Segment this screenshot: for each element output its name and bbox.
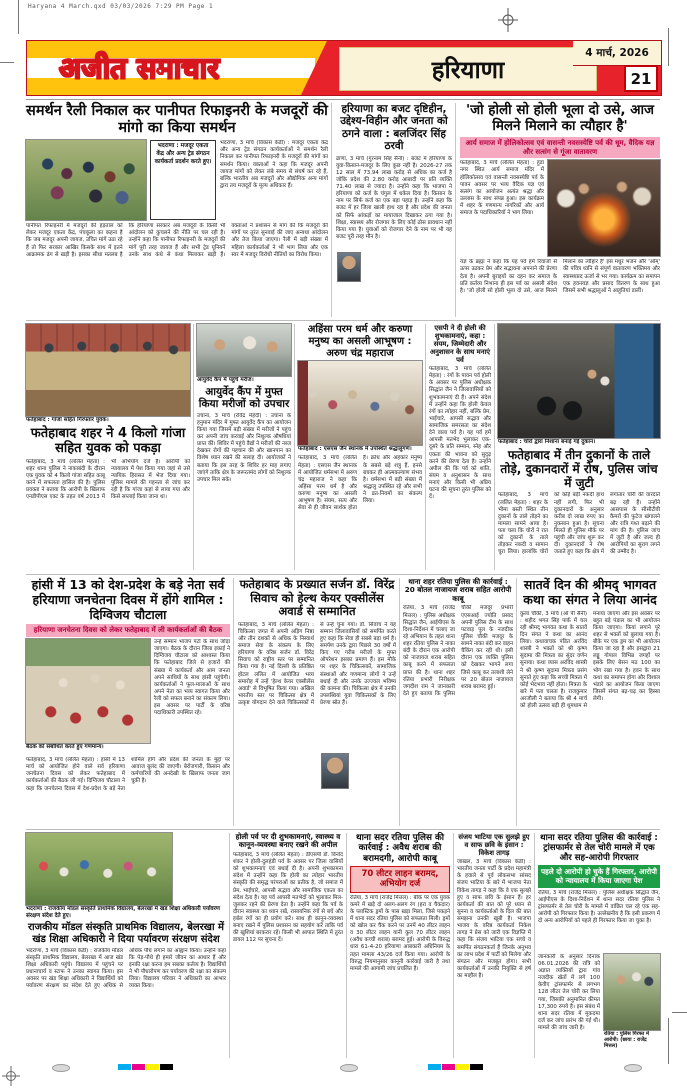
photo-speaker-portrait	[338, 253, 360, 281]
registration-crosshair-icon	[2, 1066, 20, 1089]
article-body: फतेहाबाद, 3 मार्च (ललित मेहता) : शहर थाना पुलिस ने नाकाबंदी के दौरान एक युवक को 4 किलो गांजा सहित काबू करने में सफलता हासिल की है। पुलिस प्रवक्ता ने बताया कि आरोपी के खिलाफ एनडीपीएस एक्ट के तहत वर्ष 2013 में भी अभियोग दर्ज है। आरोपी को न्यायालय में पेश किया गया जहां से उसे न्यायिक हिरासत में भेज दिया गया। पुलिस मामले की गहनता से जांच कर रही है कि गांजा कहां से लाया गया और किसे सप्लाई किया जाना था।	[26, 458, 190, 501]
headline: थाना शहर रतिया पुलिस की कार्रवाई : 20 बोतल नाजायज शराब सहित आरोपी काबू	[404, 577, 512, 603]
registration-crosshair-icon	[498, 8, 518, 36]
subheadline-red: 70 लीटर लाहन बरामद, अभियोग दर्ज	[350, 866, 450, 892]
article-shop-locks-broken	[498, 324, 660, 570]
photo-caption: भदराणा : राजकीय मॉडल संस्कृति प्राथमिक विद्यालय, बेलरखा में खंड शिक्षा अधिकारी पर्यावरण संरक्षण संदेश देते हुए।	[26, 906, 220, 919]
photo-police-with-accused	[26, 324, 190, 416]
photo-caption: आयुर्वेद कैंप में पहुंचे मरीज।	[197, 377, 254, 383]
headline: फतेहाबाद शहर ने 4 किलो गांजा सहित युवक को पकड़ा	[30, 425, 186, 457]
section-banner	[339, 47, 597, 91]
photo-caption-box: भदराणा : मजदूर एकता केंद्र और अन्य ट्रेड संगठन कार्यकर्ता प्रदर्शन करते हुए।	[150, 140, 216, 220]
article-body: भदराणा, 3 मार्च (विकास केडी) : मजदूर एकता केंद्र और अन्य ट्रेड संगठन कार्यकर्ताओं ने समर्थन रैली निकाल कर पानीपत रिफाइनरी के मजदूरों की मांगों का समर्थन किया। वक्ताओं ने कहा कि मजदूर अपनी जायज मांगों को लेकर लंबे समय से संघर्ष कर रहे हैं, बल्कि भारतीय अब मजदूरों और औद्योगिक अन्य मांगों द्वारा तय मजदूरों के मूल्य अधिकार हैं।	[220, 140, 328, 189]
ellipse-registration-icon	[52, 1064, 70, 1072]
crop-mark	[668, 1018, 669, 1064]
column-rule	[331, 103, 332, 317]
article-body: फतेहाबाद, 3 मार्च (ललित मेहता) : रंगों के पावन पर्व होली के अवसर पर पुलिस अधीक्षक सिद्धांत जैन ने जिलावासियों को शुभकामनाएं दी हैं। अपने संदेश में उन्होंने कहा कि होली केवल रंगों का त्योहार नहीं, बल्कि प्रेम, भाईचारे, आपसी सद्भाव और सामाजिक समरसता का संदेश देने वाला पर्व है। यह पर्व हमें आपसी मतभेद भुलाकर एक-दूसरे के प्रति सम्मान, स्नेह और एकता की भावना को सुदृढ़ करने की प्रेरणा देता है। उन्होंने अपील की कि पर्व को शांति, संयम व अनुशासन के साथ मनाएं और किसी भी अप्रिय घटना की सूचना तुरंत पुलिस को दें।	[429, 366, 491, 501]
article-body: उन्हें सम्मान भाजप पटों के साथ जोड़ा जाएगा। बैठक के दौरान जिला इकाई ने दिग्विजय चौटाला को आश्वस्त किया कि फतेहाबाद जिले से हजारों की संख्या में कार्यकर्ता और आम जनता अपने साथियों के साथ हांसी पहुंचेगी। कार्यकर्ताओं ने फूल-मालाओं के साथ अपने नेता का भव्य स्वागत किया और रैली को सफल बनाने का संकल्प लिया। इस अवसर पर पार्टी के वरिष्ठ पदाधिकारी उपस्थित रहे।	[154, 639, 230, 717]
headline: होली पर्व पर दी शुभकामनाएं, स्वास्थ्य व कानून-व्यवस्था बनाए रखने की अपील	[235, 832, 341, 850]
subheadline-green: पहले दो आरोपी हो चुके हैं गिरफ्तार, आरोपी को न्यायालय में किया जाएगा पेश	[538, 865, 660, 888]
article-body: जाखल, 3 मार्च (विकास केडी) : भारतीय जनता पार्टी के प्रदेश महामंत्री के हवाले से पूर्व लोकसभा सांसद संजय भाटिया के बारे में भाजपा नेता विकेश तागड़ ने कहा कि वे एक सुलझे हुए व साफ छवि के इंसान हैं। हर कार्यकर्ता की बात को पूरे ध्यान से सुनना व कार्यकर्ताओं के दिल की बात समझना उनकी खूबी है। भाजपा भाजय के वरिष्ठ कार्यकर्ता निकेश तागड़ ने प्रेस को जारी एक विज्ञप्ति में कहा कि संजय भाटिया एक सच्चे व समर्पित संगठनकर्ता हैं जिनके अनुभव का लाभ प्रदेश में पार्टी को मिलेगा और संगठन और मजबूत होगा। सभी कार्यकर्ताओं में उनकी नियुक्ति से हर्ष का माहौल है।	[457, 859, 531, 980]
article-body: फतेहाबाद, 3 मार्च (ललित मेहता) : हुडा नगर स्थित आर्य समाज मंदिर में होलिकोत्सव एवं वासन्ती नवसस्येष्टि पर्व के पावन अवसर पर भव्य वैदिक यज्ञ एवं सत्संग का आयोजन अत्यंत श्रद्धा और उल्लास के साथ संपन्न हुआ। इस कार्यक्रम में शहर के गणमान्य नागरिकों और आर्य समाज के पदाधिकारियों ने भाग लिया।	[460, 160, 544, 217]
photo-rally-crowd	[26, 140, 146, 220]
cmyk-color-bar-icon	[118, 1064, 173, 1070]
column-rule	[233, 578, 234, 826]
photo-caption: बैठक को संबोधित करते हुए गणमान्य।	[26, 744, 104, 750]
headline: सातवें दिन की श्रीमद् भागवत कथा का संगत ने लिया आनंद	[523, 577, 657, 607]
headline: राजकीय मॉडल संस्कृति प्राथमिक विद्यालय, बेलरखा में खंड शिक्षा अधिकारी ने दिया पर्यावरण संरक्षण संदेश	[27, 921, 225, 945]
photo-havan-yajna	[548, 160, 660, 256]
article-body: फतेहाबाद, 3 मार्च (ललित मेहता) : शहर के भीमा बस्ती स्थित तीन दुकानों के ताले तोड़ने का मामला सामने आया है। पता चला कि चोरों ने रात को दुकानों के ताले तोड़कर नकदी व सामान चुरा लिया। हालांकि चोरों को कोई बड़ी नकदी हाथ नहीं लगी, फिर भी दुकानदारों के अनुसार करीब दो लाख रुपए का नुकसान हुआ है। सूचना मिलते ही पुलिस मौके पर पहुंची और जांच शुरू कर दी। दुकानदारों ने रोष जताते हुए कहा कि क्षेत्र में लगातार चोरी की वारदातें बढ़ रही हैं। उन्होंने आसपास के सीसीटीवी कैमरों की फुटेज खंगालने और रात्रि गश्त बढ़ाने की मांग की है। पुलिस जांच में जुटी है और जल्द ही आरोपियों का सुराग लगने की उम्मीद है।	[498, 492, 660, 556]
article-body: पानीपत रिफाइनरी में मजदूरों की हड़ताल को लेकर मजदूर एकता केंद्र, पंचकूला का कहना है कि जब मजदूर अपनी जायज, उचित मांगें उठा रहे हैं तो फिर सरकार आखिर किसके साथ में इतने आक्रामक ढंग से खड़ी है। इसका सीधा मतलब है कि हरियाणा सरकार अब मजदूरों के किसी भी आंदोलन को कुचलने की नीति पर चल रही है। उन्होंने कहा कि पानीपत रिफाइनरी के मजदूरों की मांगें पूरी तरह जायज हैं और सभी ट्रेड यूनियनें उनके साथ कंधे से कंधा मिलाकर खड़ी हैं। वक्ताओं ने प्रशासन से मांग की कि मजदूरों की मांगों पर तुरंत सुनवाई की जाए अन्यथा आंदोलन और तेज किया जाएगा। रैली में बड़ी संख्या में महिला कार्यकर्ताओं ने भी भाग लिया और एक स्वर में मजदूर विरोधी नीतियों का विरोध किया।	[26, 223, 328, 258]
ellipse-registration-icon	[340, 1064, 358, 1072]
photo-school-children	[26, 833, 172, 905]
headline: थाना सदर रतिया पुलिस की कार्रवाई : अवैध शराब की बरामदगी, आरोपी काबू	[355, 833, 445, 864]
headline: हरियाणा का बजट दृष्टिहीन, उद्देश्य-विहीन और जनता को ठगने वाला : बलजिंदर सिंह ठरवी	[340, 103, 448, 153]
print-file-line: Haryana 4 March.qxd 03/03/2026 7:29 PM Page 1	[28, 3, 214, 10]
headline: एसपी ने दी होली की शुभकामनाएं, कहा : संयम, जिम्मेदारी और अनुशासन के साथ मनाएं पर्व	[429, 324, 491, 365]
page-number: 21	[624, 65, 658, 92]
article-ahinsa-dharma	[298, 324, 422, 570]
article-body: भदराणा, 3 मार्च (विकास केडी) : राजकीय मॉडल संस्कृति प्राथमिक विद्यालय, बेलरखा में आज खंड शिक्षा अधिकारी पहुंचे। विद्यालय में पहुंचने पर प्रधानाचार्य व स्टाफ ने उनका स्वागत किया। इस अवसर पर खंड शिक्षा अधिकारी ने विद्यार्थियों को पर्यावरण संरक्षण का संदेश देते हुए अधिक से अधिक पौधे लगाने का आह्वान किया। उन्होंने कहा कि पेड़-पौधे ही हमारे जीवन का आधार हैं और इनकी रक्षा करना हम सबका कर्तव्य है। विद्यार्थियों ने भी पौधारोपण कर पर्यावरण की रक्षा का संकल्प लिया। विद्यालय परिवार ने अधिकारी का आभार व्यक्त किया।	[26, 947, 226, 990]
headline: फतेहाबाद में तीन दुकानों के ताले तोड़े, दुकानदारों में रोष, पुलिस जांच में जुटी	[500, 447, 658, 491]
headline: समर्थन रैली निकाल कर पानीपत रिफाइनरी के मजदूरों की मांगो का किया समर्थन	[26, 103, 328, 137]
date-page-box	[573, 41, 661, 95]
rule	[26, 99, 660, 100]
headline: थाना सदर रतिया पुलिस की कार्रवाई : ट्रांसफार्मर से तेल चोरी मामले में एक और सह-आरोपी गिरफ्तार	[540, 833, 658, 864]
photo-doctor-portrait	[322, 754, 348, 788]
headline: फतेहाबाद के प्रख्यात सर्जन डॉ. विरेंद्र सिवाच को हेल्थ केयर एक्सीलेंस अवार्ड से सम्मानित	[239, 577, 395, 619]
article-liquor-20-bottles	[403, 578, 513, 826]
photo-accused-in-custody	[604, 954, 660, 1030]
article-body: उचाना, 3 मार्च (रविंद्र मेहंदी) : उचाना के हनुमान मंदिर में मुफ्त आयुर्वेद कैंप का आयोजन किया गया जिसमें बड़ी संख्या में मरीजों ने पहुंच कर अपनी जांच करवाई और निशुल्क औषधियां प्राप्त कीं। शिविर में पहुंचे वैद्यों ने मरीजों की नब्ज देखकर रोगों की पहचान की और खानपान का विशेष ध्यान रखने की सलाह दी। आयोजकों ने बताया कि इस तरह के शिविर हर माह लगाए जाएंगे ताकि क्षेत्र के जरूरतमंद लोगों को निशुल्क उपचार मिल सके।	[197, 412, 291, 483]
article-surgeon-award	[238, 578, 396, 826]
column-rule	[516, 578, 517, 826]
column-rule	[534, 833, 535, 1058]
article-transformer-oil-theft	[538, 833, 660, 1058]
column-rule	[494, 324, 495, 570]
photo-workers-meeting	[26, 639, 150, 743]
article-body: फतेहाबाद, 3 मार्च (ललित मेहता) : हांसी में 13 मार्च को आयोजित होने वाले सर्व हरियाणा जनचेतना दिवस को लेकर फतेहाबाद में कार्यकर्ताओं की बैठक ली गई। दिग्विजय चौटाला ने कहा कि जनचेतना दिवस में देश-प्रदेश के बड़े नेता शामिल होंगे और प्रदेश की जनता के मुद्दों पर आवाज बुलंद की जाएगी। बेरोजगारी, किसान और कर्मचारियों की अनदेखी के खिलाफ जनता जाग चुकी है।	[26, 757, 230, 792]
article-holi-arya-samaj	[460, 103, 660, 317]
rule	[26, 829, 660, 830]
photo-caption: फतेहाबाद : गांजा सहित गिरफ्तार युवक।	[26, 417, 109, 423]
column-rule	[455, 103, 456, 317]
headline: हांसी में 13 को देश-प्रदेश के बड़े नेता सर्व हरियाणा जनचेतना दिवस में होंगे शामिल : दिग्विजय चौटाला	[31, 577, 225, 622]
cmyk-color-bar-icon	[428, 1064, 483, 1070]
section-title: हरियाणा	[431, 55, 505, 84]
column-rule	[399, 578, 400, 826]
photo-caption: फतेहाबाद : एसएस जैन स्थानक में उपस्थित श्रद्धालुगण।	[298, 446, 412, 453]
article-body: रतिया, 3 मार्च (राजेंद्र मित्तल) : बीके पर एक युवक कमरे में खड़े दो अलग-अलग रंग (हरा व चैकदार) के प्लास्टिक ड्रमों के पास खड़ा मिला, जिसे पकड़ने में थाना सदर रतिया पुलिस को सफलता मिली। ड्रमों को खोल कर चैक करने पर उनमें 40 लीटर लाहन व 30 लीटर लाहन यानी कुल 70 लीटर लाहन (अवैध कच्ची शराब) बरामद हुई। आरोपी के विरुद्ध धारा 61-4-20 हरियाणा आबकारी अधिनियम के तहत मामला 43/26 दर्ज किया गया। आरोपी के विरुद्ध नियमानुसार कानूनी कार्रवाई जारी है तथा मामले की आगामी जांच प्रचलित है।	[350, 894, 450, 972]
article-body: यज्ञ के ब्रह्मा ने कहा कि यह पर्व हमें रिवाजों से ऊपर उठकर प्रेम और सद्भावना अपनाने की प्रेरणा देता है। अपनी बुराइयों का दहन कर समाज के प्रति कर्तव्य निभाना ही इस पर्व का असली संदेश है। 'जो होली सो होली भूला दो उसे, आज मिलने मिलाने का त्यौहार है' इस मधुर भजन और 'ओम्' की पवित्र ध्वनि से संपूर्ण वातावरण भक्तिमय और स्वास्थ्यप्रद ऊर्जा से भर गया। कार्यक्रम का समापन एक हवनयज्ञ और प्रसाद वितरण के साथ हुआ जिसमें सभी श्रद्धालुओं ने आहुतियां डालीं।	[460, 259, 660, 294]
column-rule	[294, 324, 295, 570]
article-budget-criticism	[336, 103, 452, 317]
crop-mark	[0, 62, 14, 63]
edition-label: बठिंडा	[271, 65, 289, 74]
masthead	[26, 40, 662, 96]
article-janchetna-diwas	[26, 578, 230, 826]
photo-jain-sthanak-gathering	[298, 361, 422, 445]
crop-mark	[672, 1012, 687, 1013]
article-school-environment	[26, 833, 226, 1058]
photo-caption: फतेहाबाद : चोरों द्वारा निशाना बनाई गई दुकान।	[498, 439, 596, 445]
photo-burgled-shop	[498, 324, 660, 438]
crop-mark	[668, 28, 669, 66]
photo-ayurved-camp	[197, 324, 291, 376]
column-rule	[346, 833, 347, 1058]
article-ganja-arrest	[26, 324, 190, 570]
photo-caption: रतिया : पुलिस गिरफ्त में आरोपी। (छाया : राजेंद्र मित्तल)	[604, 1030, 649, 1050]
article-sanjay-bhatia-praise	[457, 833, 531, 1058]
column-rule	[453, 833, 454, 1058]
article-lahan-seizure	[350, 833, 450, 1058]
headline: आयुर्वेद कैंप में मुफ्त किया मरीजों को उपचार	[198, 385, 290, 411]
article-body: रतिया, 3 मार्च (राजेंद्र मित्तल) : पुलिस अधीक्षक सिद्धांत जैन, आईपीएस के दिशा-निर्देशन में थाना सदर रतिया पुलिस ने ट्रांसफार्मर से तेल चोरी के मामले में वांछित चल रहे एक सह-आरोपी को गिरफ्तार किया है। उल्लेखनीय है कि इसी प्रकरण में दो अन्य आरोपियों को पहले ही गिरफ्तार किया जा चुका है।	[538, 889, 660, 925]
article-ayurved-camp	[197, 324, 291, 570]
subheadline-pink: हरियाणा जनचेतना दिवस को लेकर फतेहाबाद में ली कार्यकर्ताओं की बैठक	[26, 624, 230, 637]
article-sp-holi-wishes	[429, 324, 491, 570]
column-rule	[229, 833, 230, 1058]
article-body: कुलां चौकी, 3 मार्च (ओ पी सैनी) : शहीद भगत सिंह पार्क में चल रही श्रीमद् भागवत कथा के सातवें दिन संगत ने कथा का आनंद लिया। कथावाचक पंडित अरविंद शास्त्री ने भक्तों को श्री कृष्ण सुदामा की मित्रता का सुंदर वर्णन सुनाया। कथा व्यास अरविंद शास्त्री ने श्री कृष्ण सुदामा मित्रता प्रसंग सुनाते हुए कहा कि सच्ची मित्रता में कोई भेदभाव नहीं होता। मित्रता के बारे में पता चलता है। राजकुमार अरजौली ने बताया कि श्री 4 मार्च को होली उत्सव बड़ी ही धूमधाम से मनाया जाएगा और इस अवसर पर बहुत बड़े पंडाल का भी आयोजन किया जाएगा। कियां लगाने पूरे शहर से भक्तों को बुलाया गया है। बीके पर एक ड्रम का भी आयोजन किया जा रहा है और इसद्वारा 21 लड्डू गोपाल विभिन्न जगहों पर इसके लिए बेसन मठ 100 का भोग रखा गया है। हवन के साथ कथा का समापन होगा और विशाल भंडारे का आयोजन किया जाएगा जिसमें संगत बढ़-चढ़ कर हिस्सा लेगी।	[520, 610, 660, 710]
headline: 'जो होली सो होली भूला दो उसे, आज मिलने मिलाने का त्यौहार है'	[465, 102, 655, 134]
ellipse-registration-icon	[624, 1064, 642, 1072]
headline: संजय भाटिया एक सुलझे हुए व साफ छवि के इंसान : विकेश तागड़	[458, 833, 530, 858]
article-body: जानकारी के अनुसार दिनांक 06.01.2026 की रात्रि को अज्ञात व्यक्तियों द्वारा गांव नजदीक खेतों में लगे 100 केवीए ट्रांसफार्मर से लगभग 128 लीटर तेल चोरी कर लिया गया, जिसकी अनुमानित कीमत 17,300 रुपये है। इस संबंध में थाना सदर रतिया में मुकदमा दर्ज कर जांच प्रारंभ की गई थी। मामले की जांच जारी है।	[538, 953, 600, 1032]
article-body: फतेहाबाद, 3 मार्च (ललित मेहता) : चिकित्सा जगत में अपनी अड़िग निष्ठा और तीन दशकों से अधिक के निस्वार्थ समाज सेवा के संकल्प के लिए हरियाणा के वरिष्ठ सर्जन डॉ. विरेंद्र सिवाच को राष्ट्रीय स्तर पर सम्मानित किया गया है। नई दिल्ली के प्रतिष्ठित होटल ललित में आयोजित भव्य समारोह में उन्हें 'हेल्थ केयर एक्सीलेंस अवार्ड' से विभूषित किया गया। अखिल भारतीय स्तर पर चिकित्सा क्षेत्र में उत्कृष्ट योगदान देने वाले चिकित्सकों में से उन्हें चुना गया। डॉ. सिवाच ने यह सम्मान जिलावासियों को समर्पित करते हुए कहा कि सेवा ही सबसे बड़ा धर्म है। समर्पण उनके द्वारा पिछले 30 वर्षों में किए गए गरीब मरीजों के मुफ्त ऑपरेशन इसका प्रमाण हैं। इस मौके पर शहर के चिकित्सकों, सामाजिक संस्थाओं और गणमान्य लोगों ने उन्हें बधाई दी और उनके उज्ज्वल भविष्य की कामना की। चिकित्सा क्षेत्र में उनकी उपलब्धियां युवा चिकित्सकों के लिए प्रेरणा स्रोत हैं।	[238, 621, 396, 707]
article-body: फतेहाबाद, 3 मार्च (ललित मेहता) : डीएसपी डॉ. विनोद शंकर ने होली-दुलहंडी पर्व के अवसर पर जिला वासियों को शुभकामनाएं एवं बधाई दी है। अपनी शुभकामना संदेश में उन्होंने कहा कि होली का त्योहार भारतीय संस्कृति की समृद्ध परंपराओं का प्रतीक है, जो समाज में प्रेम, भाईचारे, आपसी सद्भाव और सामाजिक एकता का संदेश देता है। यह पर्व आपसी मतभेदों को भुलाकर मिल-जुलकर रहने की प्रेरणा देता है। उन्होंने कहा कि पर्व के दौरान स्वास्थ्य का ध्यान रखें, रासायनिक रंगों से बचें और हर्बल रंगों का ही प्रयोग करें। साथ ही कानून-व्यवस्था बनाए रखने में पुलिस प्रशासन का सहयोग करें ताकि पर्व की खुशियां बरकरार रहें। किसी भी आपात स्थिति में तुरंत डायल 112 पर सूचना दें।	[233, 851, 343, 944]
article-body: ढाणा, 3 मार्च (गुरनाम सिंह सैनी) : बजट में हरियाणा के युवा-किसान-मजदूर के लिए कुछ नहीं है। 2026-27 तक 12 साल में 73.94 लाख करोड़ से अधिक का कर्ज है जोकि प्रदेश की 2.80 करोड़ आबादी पर प्रति व्यक्ति 71.40 लाख से ज्यादा है। उन्होंने कहा कि भाजपा ने हरियाणा को कर्ज के चंगुल में धकेल दिया है। किसान के नाम पर सिर्फ कर्ज का एक बड़ा पहाड़ है। उन्होंने कहा कि बजट में हर जिला खाली हाथ रहा है और प्रदेश की जनता को सिर्फ आंकड़ों का मायाजाल दिखाकर ठगा गया है। शिक्षा, स्वास्थ्य और रोजगार के लिए कोई ठोस प्रावधान नहीं किया गया है। युवाओं को रोजगार देने के नाम पर भी यह बजट पूरी तरह मौन है।	[336, 155, 452, 240]
article-rally-support	[26, 103, 328, 317]
issue-date: 4 मार्च, 2026	[573, 41, 661, 66]
crop-mark	[18, 0, 19, 34]
subheadline-pink: आर्य समाज में होलिकोत्सव एवं वासन्ती नवसस्येष्टि पर्व की धूम, वैदिक यज्ञ और सत्संग से गूंजा वातावरण	[460, 137, 660, 159]
rule	[26, 574, 660, 575]
rule	[26, 320, 660, 321]
column-rule	[425, 324, 426, 570]
paper-name: अजीत समाचार	[59, 51, 220, 85]
article-bhagwat-katha	[520, 578, 660, 826]
article-body: रतिया, 3 मार्च (राजेंद्र मित्तल) : पुलिस अधीक्षक सिद्धांत जैन, आईपीएस के दिशा-निर्देशन में चलाए जा रहे अभियान के तहत थाना शहर रतिया पुलिस ने नाका बंदी के दौरान एक आरोपी को नाजायज शराब सहित काबू करने में सफलता प्राप्त की है। थाना शहर रतिया प्रभारी निरीक्षक जगदीश राम ने जानकारी देते हुए बताया कि पुलिस चौकी मजदूर प्रभारी एएसआई ज्योति प्रसाद अपनी पुलिस टीम के साथ पटवाड़ पुल के नजदीक पुलिस चौकी मजदूर के सामने नाका बंदी कर वाहन चैकिंग कर रही थी। इसी दौरान एक व्यक्ति पुलिस को देखकर भागने लगा जिसे काबू कर तलाशी लेने पर 20 बोतल नाजायज शराब बरामद हुई।	[403, 605, 513, 697]
column-rule	[193, 324, 194, 570]
article-dsp-holi-appeal	[233, 833, 343, 1058]
article-body: फतेहाबाद, 3 मार्च (ललित मेहता) : एसएस जैन स्थानक में आयोजित धर्मसभा में अरुण चंद्र महाराज ने कहा कि अहिंसा परम धर्म है और करुणा मनुष्य का असली आभूषण है। संयम, सत्य और सेवा से ही जीवन सार्थक होता है। क्रोध और अहंकार मनुष्य के सबसे बड़े शत्रु हैं, इनसे बचकर ही आत्मकल्याण संभव है। धर्मसभा में बड़ी संख्या में श्रद्धालु उपस्थित रहे और सभी ने व्रत-नियमों का संकल्प लिया।	[298, 455, 422, 512]
headline: अहिंसा परम धर्म और करुणा मनुष्य का असली आभूषण : अरुण चंद्र महाराज	[307, 324, 413, 359]
